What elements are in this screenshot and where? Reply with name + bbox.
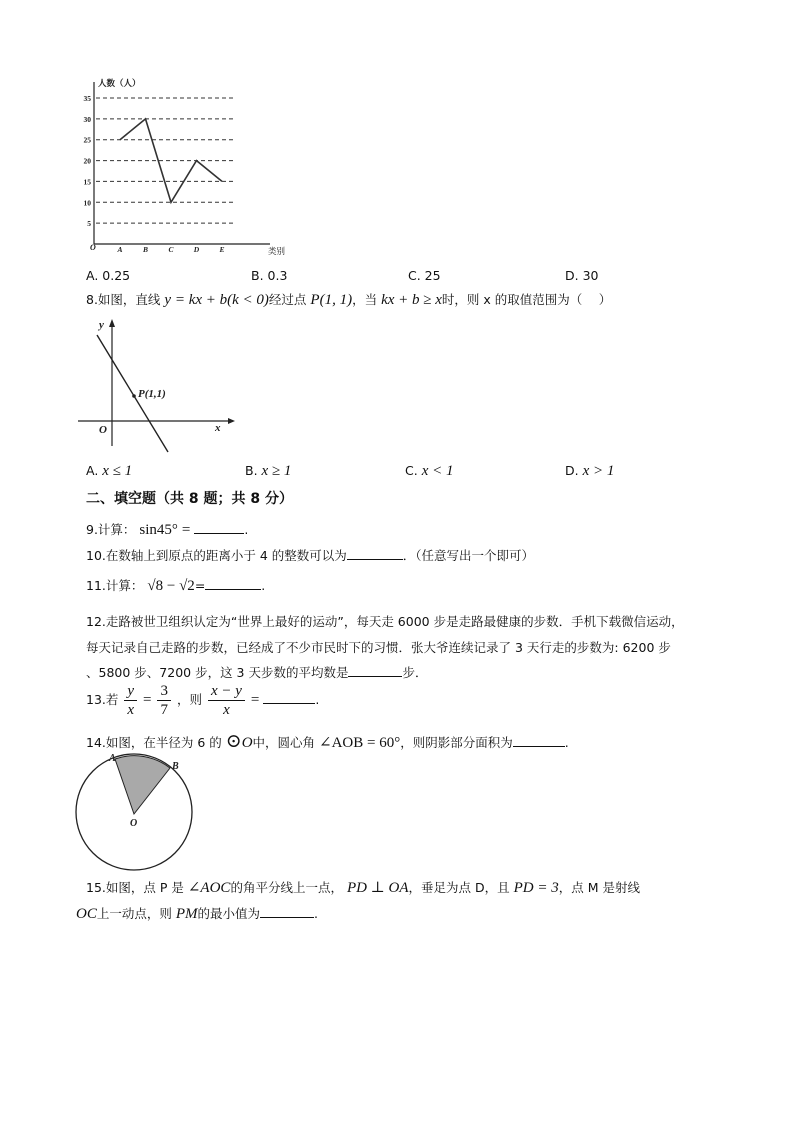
q8-o-label: O: [99, 424, 107, 436]
q10-question: 10.在数轴上到原点的距离小于 4 的整数可以为 ．（任意写出一个即可）: [86, 548, 535, 563]
q14-answer-blank[interactable]: [513, 734, 565, 747]
q14-angle: ∠AOB = 60°: [319, 735, 401, 751]
q7-option-c[interactable]: C. 25: [408, 268, 441, 283]
q8-point: P(1, 1): [310, 292, 353, 308]
q9-expression: sin45°: [139, 522, 178, 538]
q8-equation: y = kx + b(k < 0): [164, 292, 269, 308]
q14-figure: [74, 752, 194, 872]
q8-option-d[interactable]: D. x > 1: [565, 463, 615, 479]
chart-x-tick-label: A: [117, 245, 123, 254]
q8-point-label: P(1,1): [138, 388, 166, 400]
chart-y-tick-label: 35: [83, 94, 91, 103]
q12-line-1: 12.走路被世卫组织认定为“世界上最好的运动”，每天走 6000 步是走路最健康的步数．手机下载微信运动，: [86, 614, 684, 629]
q7-line-chart: [70, 74, 300, 259]
q8-figure: [72, 313, 237, 455]
chart-x-axis-label: 类别: [268, 246, 286, 256]
chart-series-line: [120, 119, 222, 202]
chart-y-tick-label: 25: [83, 135, 91, 145]
section-2-heading: 二、填空题（共 8 题；共 8 分）: [86, 491, 293, 507]
q14-label-o: O: [130, 818, 138, 829]
q7-option-a[interactable]: A. 0.25: [86, 268, 131, 283]
chart-y-axis-label: 人数（人）: [98, 78, 141, 88]
q8-x-label: x: [215, 422, 221, 434]
q8-x-arrow: [228, 418, 235, 424]
q15-answer-blank[interactable]: [260, 905, 314, 918]
q7-option-b[interactable]: B. 0.3: [251, 268, 288, 283]
q14-label-b: B: [172, 761, 179, 772]
chart-origin-label: O: [90, 243, 96, 252]
q14-shaded-sector: [115, 756, 170, 814]
q8-option-c[interactable]: C. x < 1: [405, 463, 454, 479]
q13-fraction-3-over-7: $\frac{3}{7}$: [157, 682, 171, 719]
q14-question: 14.如图，在半径为 6 的 ⊙O中，圆心角 ∠AOB = 60°，则阴影部分面积为 .: [86, 731, 569, 752]
chart-y-tick-label: 30: [83, 114, 91, 124]
q8-condition: kx + b ≥ x: [381, 292, 442, 308]
q13-fraction-y-over-x: $\frac{y}{x}$: [124, 682, 137, 719]
q12-answer-blank[interactable]: [348, 664, 402, 677]
q8-prefix: 8.如图，直线: [86, 292, 161, 307]
circle-symbol-icon: ⊙: [225, 731, 242, 752]
q13-fraction-target: $\frac{x - y}{x}$: [208, 682, 245, 719]
q8-y-arrow: [109, 319, 115, 327]
q12-line-3: 、5800 步、7200 步，这 3 天步数的平均数是 步．: [86, 665, 428, 680]
q8-y-label: y: [99, 319, 104, 331]
q8-option-b[interactable]: B. x ≥ 1: [245, 463, 292, 479]
chart-y-tick-label: 10: [83, 198, 91, 208]
chart-x-tick-label: D: [193, 245, 200, 254]
q11-answer-blank[interactable]: [205, 577, 261, 590]
q8-mid2: ，当: [352, 292, 378, 307]
q10-answer-blank[interactable]: [347, 547, 403, 560]
q15-line-1: 15.如图，点 P 是 ∠AOC的角平分线上一点， PD ⊥ OA，垂足为点 D，且 PD = 3，点 M 是射线: [86, 880, 640, 896]
chart-y-tick-label: 20: [83, 156, 91, 166]
q15-line-2: OC上一动点，则 PM的最小值为 .: [76, 906, 319, 922]
q13-question: 13.若 $\frac{y}{x}$ = $\frac{3}{7}$ ，则 $\frac{x - y}{x}$ = .: [86, 683, 320, 718]
q8-question: [86, 290, 611, 309]
q9-answer-blank[interactable]: [194, 521, 244, 534]
q8-point-p: [132, 394, 136, 398]
chart-y-tick-label: 15: [83, 177, 91, 187]
q7-option-d[interactable]: D. 30: [565, 268, 599, 283]
chart-y-tick-label: 5: [87, 219, 91, 229]
q9-question: 9.计算： sin45° = .: [86, 522, 249, 538]
chart-x-tick-label: B: [142, 245, 149, 254]
chart-x-tick-label: E: [219, 245, 225, 254]
q8-mid1: 经过点: [268, 292, 307, 307]
q11-question: 11.计算： √8 − √2= .: [86, 578, 266, 594]
q8-suffix: 时，则 x 的取值范围为（ ）: [441, 292, 612, 307]
q8-option-a[interactable]: A. x ≤ 1: [86, 463, 133, 479]
q13-answer-blank[interactable]: [263, 691, 315, 704]
q12-line-2: 每天记录自己走路的步数，已经成了不少市民时下的习惯．张大爷连续记录了 3 天行走的步数为: 6200 步: [86, 640, 671, 655]
q11-expression: √8 − √2: [147, 578, 195, 594]
q14-label-a: A: [109, 753, 116, 764]
chart-x-tick-label: C: [168, 245, 174, 254]
